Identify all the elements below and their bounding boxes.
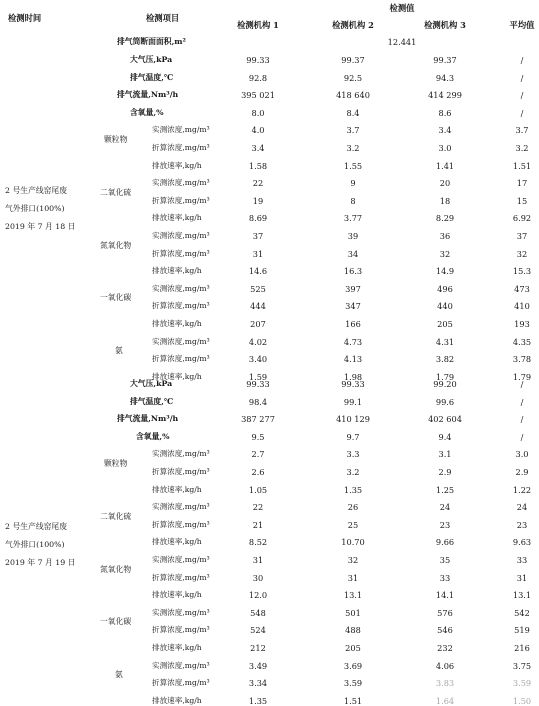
row-value-v2: 501: [345, 607, 361, 618]
header-item: 检测项目: [146, 13, 180, 23]
row-value-v2: 1.35: [343, 484, 363, 495]
header-average: 平均值: [509, 20, 535, 30]
row-value-v2: 25: [347, 519, 359, 530]
row-value-avg: 1.50: [512, 695, 532, 706]
row-label: 排放速率,kg/h: [152, 484, 202, 494]
row-value-v2: 1.55: [343, 160, 363, 171]
block1-label-line: 2 号生产线窑尾废: [5, 186, 68, 195]
row-value-avg: 473: [514, 283, 530, 294]
row-value-v2: 31: [347, 572, 359, 583]
param-label: 排气流量,Nm³/h: [117, 90, 179, 100]
row-value-avg: 33: [516, 555, 528, 565]
row-label: 实测浓度,mg/m³: [152, 449, 210, 459]
row-label: 实测浓度,mg/m³: [152, 555, 210, 564]
row-value-avg: 1.22: [512, 484, 532, 495]
row-value-v2: 3.59: [343, 678, 363, 689]
row-value-v2: 3.3: [346, 449, 360, 460]
row-value-v2: 34: [347, 248, 359, 259]
row-value-v1: 4.0: [251, 125, 265, 136]
row-value-avg: 31: [516, 572, 528, 583]
group-name: 一氧化碳: [100, 293, 132, 303]
row-value-v2: 3.2: [346, 467, 360, 477]
row-value-v3: 576: [437, 607, 453, 618]
row-value-v3: 496: [437, 283, 453, 294]
row-label: 排放速率,kg/h: [152, 160, 202, 170]
param-value-v2: 8.4: [346, 107, 360, 118]
row-value-v2: 13.1: [343, 590, 363, 601]
row-label: 折算浓度,mg/m³: [152, 301, 210, 311]
row-value-v1: 3.4: [251, 143, 265, 153]
row-value-v1: 212: [250, 643, 266, 653]
block1-label: [5, 182, 76, 236]
row-label: 排放速率,kg/h: [152, 266, 202, 276]
row-value-avg: 519: [514, 625, 530, 636]
row-value-avg: 9.63: [512, 537, 532, 548]
row-value-v3: 205: [437, 319, 453, 329]
row-value-avg: 6.92: [512, 213, 532, 224]
param-value-v3: 99.37: [433, 55, 457, 65]
row-value-v1: 12.0: [248, 590, 268, 601]
row-value-v3: 35: [439, 555, 451, 565]
row-value-avg: 3.2: [515, 143, 529, 153]
param-value-v3: 94.3: [435, 72, 455, 83]
row-value-v1: 1.58: [248, 160, 268, 171]
row-value-avg: 15.3: [512, 266, 532, 277]
row-value-v3: 18: [439, 195, 451, 206]
param-value-avg: /: [520, 107, 524, 118]
row-value-v3: 3.4: [438, 125, 452, 136]
param-value-v2: 9.7: [346, 431, 360, 442]
row-value-v2: 1.98: [343, 371, 363, 382]
row-value-v2: 3.7: [346, 125, 360, 136]
row-label: 折算浓度,mg/m³: [152, 467, 210, 476]
row-value-v3: 9.66: [435, 537, 455, 548]
param-value-avg: /: [520, 431, 524, 442]
row-label: 折算浓度,mg/m³: [152, 354, 210, 364]
row-value-v2: 3.69: [343, 660, 363, 671]
row-value-v3: 3.0: [438, 143, 452, 153]
row-label: 排放速率,kg/h: [152, 319, 202, 328]
row-label: 实测浓度,mg/m³: [152, 231, 210, 240]
block1-label-line: 2019 年 7 月 18 日: [5, 222, 76, 231]
row-value-avg: 1.51: [512, 160, 532, 171]
row-value-v2: 32: [347, 555, 359, 565]
param-label: 大气压,kPa: [130, 379, 173, 388]
param-value-v1: 395 021: [241, 90, 275, 101]
param-value-avg: /: [520, 90, 524, 101]
row-label: 折算浓度,mg/m³: [152, 678, 210, 688]
row-value-v3: 20: [439, 178, 451, 189]
param-label: 含氧量,%: [130, 107, 164, 117]
row-value-v3: 440: [437, 301, 453, 312]
row-value-v1: 3.34: [248, 678, 268, 689]
row-label: 实测浓度,mg/m³: [152, 607, 210, 617]
row-value-v2: 39: [347, 231, 359, 241]
row-value-avg: 216: [514, 643, 530, 653]
row-value-v1: 37: [252, 231, 264, 241]
param-label: 排气温度,℃: [130, 396, 174, 406]
block2-label-line: 气外排口(100%): [5, 540, 65, 549]
row-value-v2: 9: [350, 178, 356, 189]
block1-area-label: 排气筒断面面积,m²: [117, 37, 186, 46]
param-value-v2: 410 129: [336, 414, 370, 425]
row-value-v3: 32: [439, 248, 451, 259]
row-value-v2: 397: [345, 283, 361, 294]
param-value-v2: 99.37: [341, 55, 365, 65]
row-value-avg: 3.0: [515, 449, 529, 460]
param-value-v3: 99.20: [433, 379, 457, 389]
row-value-v1: 8.52: [248, 537, 268, 548]
row-value-v3: 1.25: [435, 484, 455, 495]
row-label: 实测浓度,mg/m³: [152, 125, 210, 135]
block2-label: [5, 518, 76, 572]
param-value-avg: /: [520, 414, 524, 425]
param-value-v1: 9.5: [251, 431, 265, 442]
row-value-v1: 21: [252, 519, 264, 530]
param-value-avg: /: [520, 379, 524, 389]
row-value-v1: 1.35: [248, 695, 268, 706]
row-value-v1: 30: [252, 572, 264, 583]
row-value-v2: 8: [350, 195, 356, 206]
row-value-v2: 3.2: [346, 143, 360, 153]
param-label: 大气压,kPa: [130, 55, 173, 64]
row-value-v2: 1.51: [343, 695, 363, 706]
row-value-avg: 193: [514, 319, 530, 329]
group-name: 氮氧化物: [100, 240, 132, 250]
row-value-v3: 3.1: [438, 449, 452, 460]
row-value-avg: 2.9: [515, 467, 529, 477]
row-value-v2: 347: [345, 301, 361, 312]
row-label: 折算浓度,mg/m³: [152, 248, 210, 258]
row-value-v2: 488: [345, 625, 361, 636]
row-value-avg: 3.75: [512, 660, 532, 671]
row-value-v1: 207: [250, 319, 266, 329]
param-value-v3: 8.6: [438, 107, 452, 118]
row-label: 折算浓度,mg/m³: [152, 519, 210, 529]
block2-label-line: 2019 年 7 月 19 日: [5, 558, 76, 567]
row-label: 折算浓度,mg/m³: [152, 625, 210, 635]
row-value-avg: 37: [516, 231, 528, 241]
row-value-avg: 24: [516, 502, 528, 513]
param-value-v1: 98.4: [248, 396, 268, 407]
row-value-avg: 23: [516, 519, 528, 530]
row-value-v2: 166: [345, 319, 361, 329]
block1-area-value: 12.441: [387, 37, 417, 47]
row-value-v2: 4.13: [343, 354, 363, 365]
row-label: 折算浓度,mg/m³: [152, 143, 210, 152]
param-value-avg: /: [520, 396, 524, 407]
row-label: 实测浓度,mg/m³: [152, 178, 210, 188]
row-value-avg: 542: [514, 607, 530, 618]
group-name: 颗粒物: [104, 459, 128, 469]
row-value-avg: 32: [516, 248, 528, 259]
row-label: 排放速率,kg/h: [152, 590, 202, 600]
block2-label-line: 2 号生产线窑尾废: [5, 522, 68, 531]
header-value-group: 检测值: [389, 3, 415, 13]
row-value-v1: 31: [252, 555, 264, 565]
group-name: 二氧化硫: [100, 187, 132, 197]
param-value-v2: 99.33: [341, 379, 365, 389]
row-label: 排放速率,kg/h: [152, 537, 202, 547]
row-value-v1: 444: [250, 301, 266, 312]
row-label: 折算浓度,mg/m³: [152, 572, 210, 582]
row-value-v2: 4.73: [343, 336, 363, 347]
row-value-v1: 3.40: [248, 354, 268, 365]
row-value-v3: 1.79: [435, 371, 455, 382]
row-value-v1: 2.6: [251, 467, 265, 477]
group-name: 一氧化碳: [100, 617, 132, 627]
param-value-v1: 99.33: [246, 379, 270, 389]
row-value-v1: 1.05: [248, 484, 268, 495]
row-value-v2: 205: [345, 643, 361, 653]
row-value-avg: 410: [514, 301, 530, 312]
row-value-v2: 3.77: [343, 213, 363, 224]
param-value-avg: /: [520, 72, 524, 83]
row-value-v3: 33: [439, 572, 451, 583]
param-value-v1: 99.33: [246, 55, 270, 65]
param-value-v2: 418 640: [336, 90, 370, 101]
row-value-v3: 36: [439, 231, 451, 241]
param-value-v1: 8.0: [251, 107, 265, 118]
row-label: 排放速率,kg/h: [152, 371, 202, 381]
row-value-v3: 24: [439, 502, 451, 513]
row-value-v2: 10.70: [341, 537, 365, 548]
row-value-v3: 2.9: [438, 467, 452, 477]
row-value-v1: 31: [252, 248, 264, 259]
row-value-v1: 548: [250, 607, 266, 618]
row-value-v1: 8.69: [248, 213, 268, 224]
param-value-v2: 92.5: [343, 72, 363, 83]
param-value-v1: 92.8: [248, 72, 268, 83]
param-label: 排气温度,℃: [130, 72, 174, 82]
row-value-v3: 14.1: [435, 590, 455, 601]
group-name: 氨: [115, 670, 123, 680]
row-value-avg: 3.78: [512, 354, 532, 365]
group-name: 氮氧化物: [100, 564, 132, 574]
row-value-avg: 4.35: [512, 336, 532, 347]
row-label: 折算浓度,mg/m³: [152, 195, 210, 205]
row-value-v2: 16.3: [343, 266, 363, 277]
row-label: 排放速率,kg/h: [152, 695, 202, 705]
param-label: 含氧量,%: [136, 431, 170, 441]
row-label: 排放速率,kg/h: [152, 643, 202, 652]
row-value-v2: 26: [347, 502, 359, 513]
row-label: 实测浓度,mg/m³: [152, 336, 210, 346]
param-value-v1: 387 277: [241, 414, 275, 425]
row-value-v3: 14.9: [435, 266, 455, 277]
param-value-v3: 414 299: [428, 90, 462, 101]
row-value-v1: 2.7: [251, 449, 265, 460]
row-value-avg: 13.1: [512, 590, 532, 601]
row-label: 排放速率,kg/h: [152, 213, 202, 223]
row-value-v3: 1.64: [435, 695, 455, 706]
param-value-avg: /: [520, 55, 524, 65]
row-value-v3: 4.06: [435, 660, 455, 671]
row-value-v3: 546: [437, 625, 453, 636]
row-value-avg: 3.7: [515, 125, 529, 136]
group-name: 氨: [115, 346, 123, 356]
row-value-avg: 17: [516, 178, 528, 189]
param-label: 排气流量,Nm³/h: [117, 414, 179, 424]
row-value-v3: 4.31: [435, 336, 455, 347]
row-value-v3: 8.29: [435, 213, 455, 224]
row-value-v1: 3.49: [248, 660, 268, 671]
row-label: 实测浓度,mg/m³: [152, 502, 210, 512]
row-value-v3: 3.82: [435, 354, 455, 365]
param-value-v3: 402 604: [428, 414, 462, 425]
row-value-v1: 22: [252, 178, 264, 189]
row-label: 实测浓度,mg/m³: [152, 283, 210, 293]
block1-label-line: 气外排口(100%): [5, 204, 65, 213]
param-value-v2: 99.1: [343, 396, 363, 407]
row-value-avg: 15: [516, 195, 528, 206]
param-value-v3: 99.6: [435, 396, 455, 407]
row-label: 实测浓度,mg/m³: [152, 660, 210, 670]
row-value-v1: 1.59: [248, 371, 268, 382]
row-value-v3: 232: [437, 643, 453, 653]
header-agency-3: 检测机构 3: [424, 20, 466, 30]
group-name: 二氧化硫: [100, 511, 132, 521]
param-value-v3: 9.4: [438, 431, 452, 442]
row-value-v1: 19: [252, 195, 264, 206]
header-time: 检测时间: [8, 13, 42, 23]
header-agency-2: 检测机构 2: [332, 20, 374, 30]
row-value-v1: 525: [250, 283, 266, 294]
row-value-v3: 3.83: [435, 678, 455, 689]
row-value-v1: 4.02: [248, 336, 268, 347]
row-value-v3: 23: [439, 519, 451, 530]
row-value-avg: 1.79: [512, 371, 532, 382]
group-name: 颗粒物: [104, 135, 128, 145]
header-agency-1: 检测机构 1: [237, 20, 279, 30]
row-value-v1: 22: [252, 502, 264, 513]
row-value-avg: 3.59: [512, 678, 532, 689]
row-value-v3: 1.41: [435, 160, 455, 171]
row-value-v1: 524: [250, 625, 266, 636]
row-value-v1: 14.6: [248, 266, 268, 277]
